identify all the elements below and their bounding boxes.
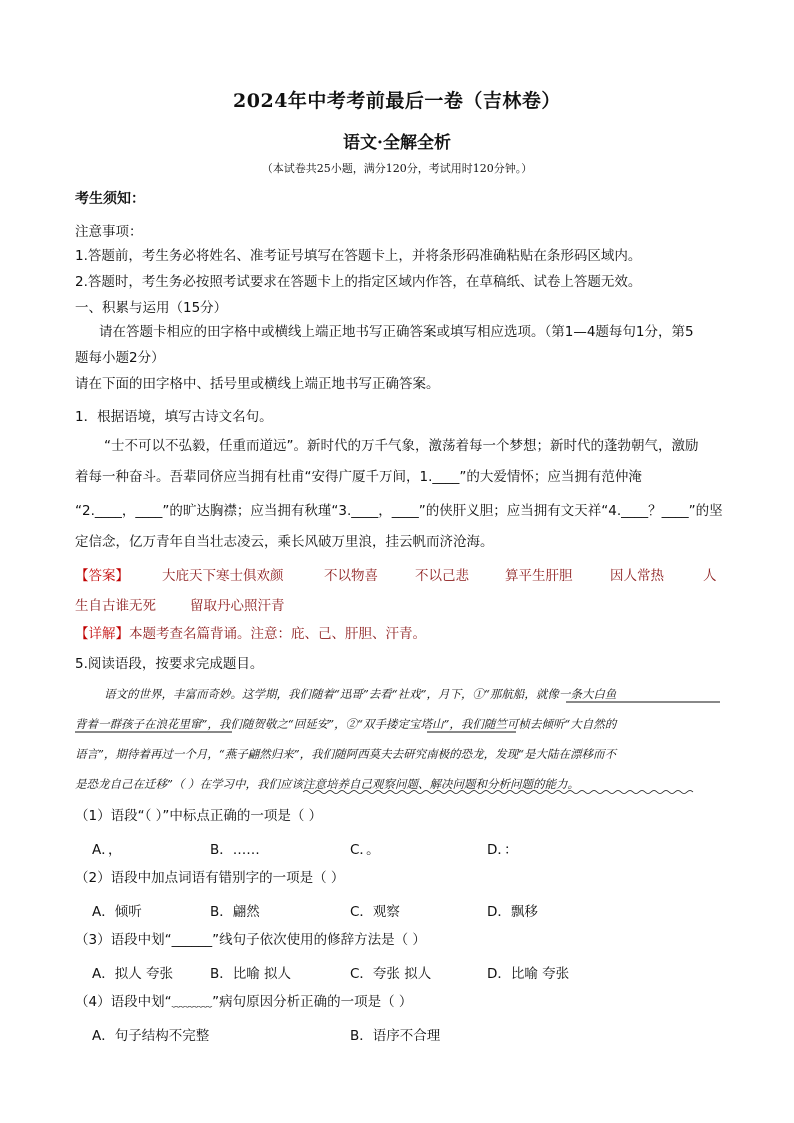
answer-item: 人 xyxy=(703,568,717,584)
q1-paragraph-line2: 着每一种奋斗。吾辈同侪应当拥有杜甫“安得广厦千万间，1.____”的大爱情怀；应当拥有范仲淹 xyxy=(75,469,642,485)
q1-paragraph-line1: “士不可以不弘毅，任重而道远”。新时代的万千气象，激荡着每一个梦想；新时代的蓬勃朝气，激励 xyxy=(104,438,699,454)
q5-passage-line2: 背着一群孩子在浪花里窜”，我们随贺敬之“回延安”，②“双手搂定宝塔山”，我们随竺可桢去倾听“大自然的 xyxy=(75,717,617,731)
q5-passage-line4: 是恐龙自己在迁移”（ ）在学习中，我们应该注意培养自己观察问题、解决问题和分析问题的能力。 xyxy=(75,777,580,791)
section-instruction-line1: 请在答题卡相应的田字格中或横线上端正地书写正确答案或填写相应选项。（第1—4题每句1分，第5 xyxy=(99,324,694,340)
q5-passage-line3: 语言”，期待着再过一个月，“燕子翩然归来”，我们随阿西莫夫去研究南极的恐龙，发现“是大陆在漂移而不 xyxy=(75,747,617,761)
q5-sub2-option-a: A．倾听 xyxy=(92,904,142,920)
section-instruction-2: 请在下面的田字格中、括号里或横线上端正地书写正确答案。 xyxy=(75,376,440,392)
answer-label: 【答案】 xyxy=(75,568,129,584)
q5-sub2-option-b: B．翩然 xyxy=(210,904,260,920)
q5-sub3-option-d: D．比喻 夸张 xyxy=(487,966,570,982)
page-title: 2024年中考考前最后一卷（吉林卷） xyxy=(233,90,561,112)
notice-item-2: 2.答题时，考生务必按照考试要求在答题卡上的指定区域内作答，在草稿纸、试卷上答题无效。 xyxy=(75,274,642,290)
section-heading: 一、积累与运用（15分） xyxy=(75,300,228,316)
q5-sub2: （2）语段中加点词语有错别字的一项是（ ） xyxy=(75,870,345,886)
answer-item: 生自古谁无死 xyxy=(75,598,156,614)
detail-label: 【详解】 xyxy=(75,626,129,642)
q5-sub1-option-c: C．。 xyxy=(350,842,380,858)
answer-item: 大庇天下寒士俱欢颜 xyxy=(162,568,284,584)
q5-stem: 5.阅读语段，按要求完成题目。 xyxy=(75,656,264,672)
answer-item: 留取丹心照汗青 xyxy=(190,598,285,614)
q5-sub4-option-b: B．语序不合理 xyxy=(350,1028,441,1044)
q5-sub3: （3）语段中划“______”线句子依次使用的修辞方法是（ ） xyxy=(75,932,426,948)
q5-sub3-option-b: B．比喻 拟人 xyxy=(210,966,292,982)
q5-sub2-option-c: C．观察 xyxy=(350,904,400,920)
q1-paragraph-line4: 定信念，亿万青年自当壮志凌云，乘长风破万里浪，挂云帆而济沧海。 xyxy=(75,534,494,550)
q1-stem: 1．根据语境，填写古诗文名句。 xyxy=(75,409,273,425)
page-subtitle: 语文·全解全析 xyxy=(343,133,451,153)
answer-item: 不以物喜 xyxy=(324,568,378,584)
q1-paragraph-line3: “2.____，____”的旷达胸襟；应当拥有秋瑾“3.____，____”的侠肝义胆；应当拥有文天祥“4.____？____”的坚 xyxy=(75,503,723,519)
wavy-underline-sick-sentence xyxy=(303,791,693,794)
q5-sub4-option-a: A．句子结构不完整 xyxy=(92,1028,210,1044)
q5-sub4: （4）语段中划“﹏﹏﹏”病句原因分析正确的一项是（ ） xyxy=(75,994,413,1010)
answer-item: 算平生肝胆 xyxy=(505,568,573,584)
q5-sub1: （1）语段“（ ）”中标点正确的一项是（ ） xyxy=(75,808,323,824)
section-instruction-line2: 题每小题2分） xyxy=(75,350,165,366)
detail-text: 本题考查名篇背诵。注意：庇、己、肝胆、汗青。 xyxy=(129,626,426,642)
q5-sub2-option-d: D．飘移 xyxy=(487,904,538,920)
q5-sub3-option-c: C．夸张 拟人 xyxy=(350,966,432,982)
q5-sub1-option-b: B．…… xyxy=(210,842,260,858)
answer-item: 不以己悲 xyxy=(415,568,469,584)
q5-sub3-option-a: A．拟人 夸张 xyxy=(92,966,174,982)
answer-item: 因人常热 xyxy=(610,568,664,584)
q5-sub1-option-a: A．， xyxy=(92,842,122,858)
exam-note: （本试卷共25小题，满分120分，考试用时120分钟。） xyxy=(261,162,533,175)
notice-item-1: 1.答题前，考生务必将姓名、准考证号填写在答题卡上，并将条形码准确粘贴在条形码区域内。 xyxy=(75,248,642,264)
q5-sub1-option-d: D．： xyxy=(487,842,518,858)
notice-label: 注意事项： xyxy=(75,224,143,240)
notice-heading: 考生须知： xyxy=(75,191,145,207)
q5-passage-line1: 语文的世界，丰富而奇妙。这学期，我们随着“迅哥”去看“社戏”，月下，①“那航船，就像一条大白鱼 xyxy=(104,687,617,701)
